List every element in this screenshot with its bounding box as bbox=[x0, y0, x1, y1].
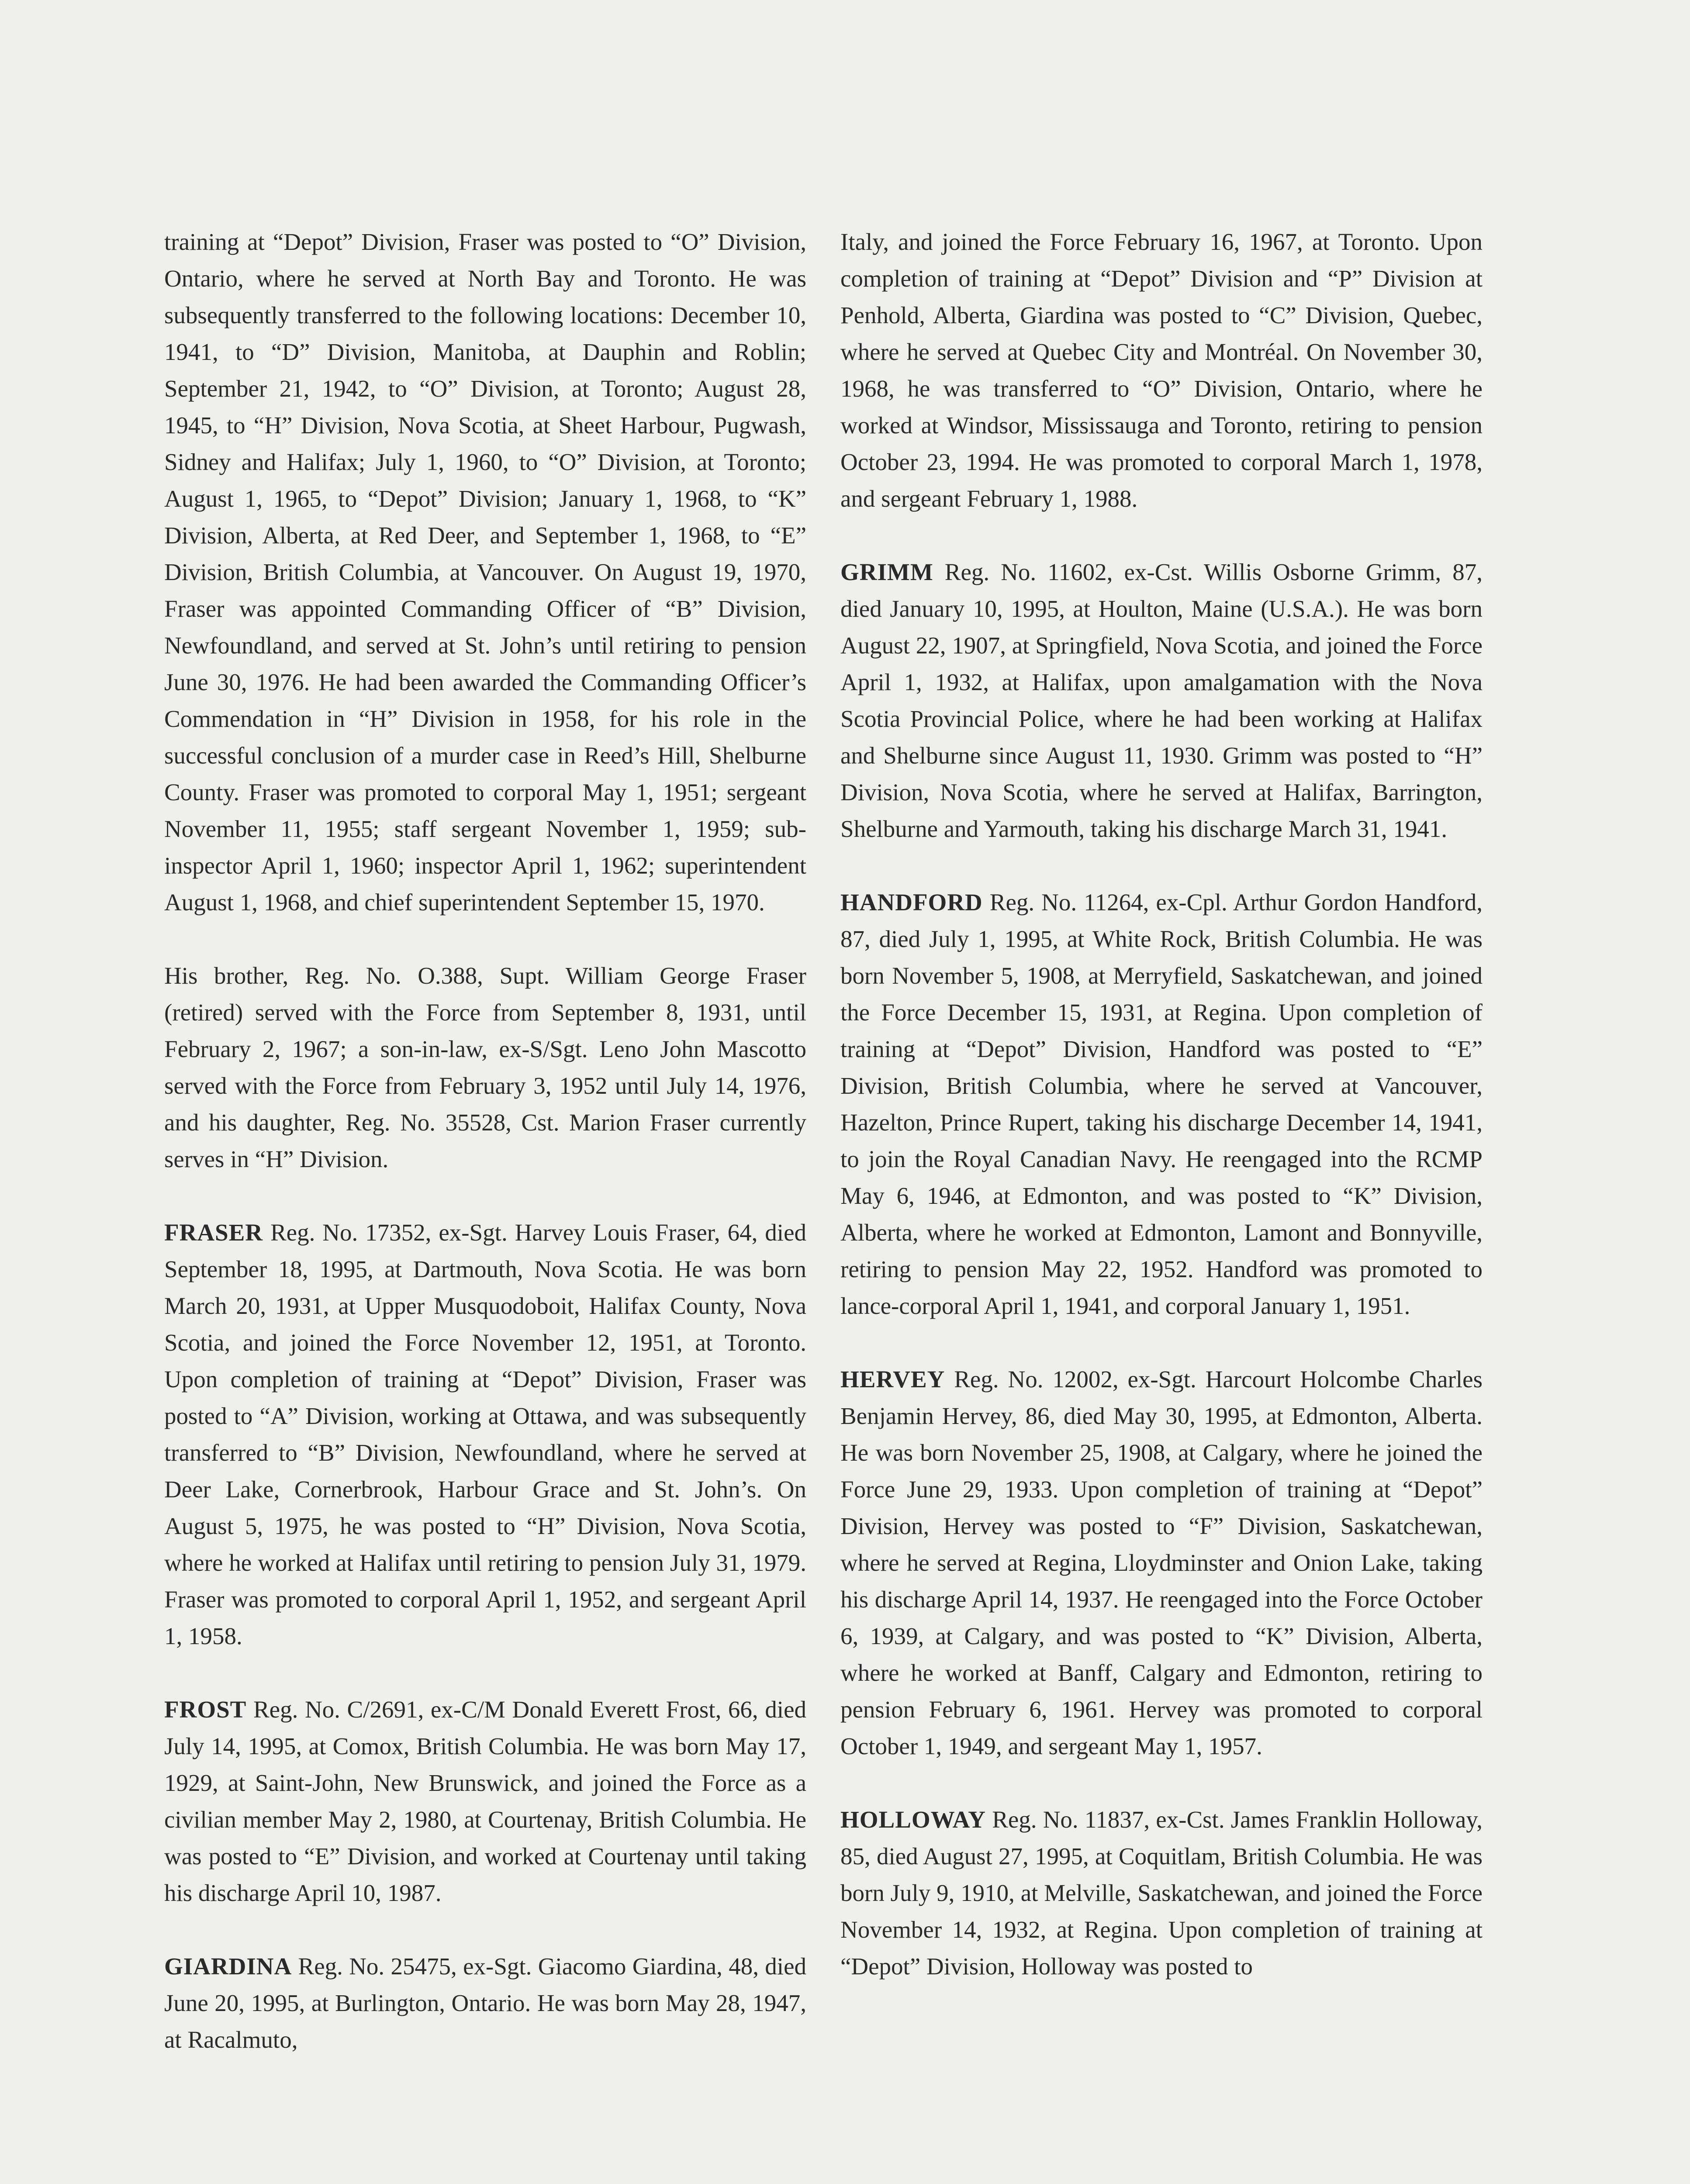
surname-hervey: HERVEY bbox=[840, 1366, 945, 1393]
obituary-text-holloway: Reg. No. 11837, ex-Cst. James Franklin Holloway, 85, died August 27, 1995, at Coquitlam, British Columbia. He was born July 9, 1910, at Melville, Saskatchewan, and joined the Force November 14, 1932, at Regina. Upon completion of training at “Depot” Division, Holloway was posted to bbox=[840, 1806, 1483, 1980]
paragraph-giardina-continued: Italy, and joined the Force February 16, 1967, at Toronto. Upon completion of training at “Depot” Division and “P” Division at Penhold, Alberta, Giardina was posted to “C” Division, Quebec, where he served at Quebec City and Montréal. On November 30, 1968, he was transferred to “O” Division, Ontario, where he worked at Windsor, Mississauga and Toronto, retiring to pension October 23, 1994. He was promoted to corporal March 1, 1978, and sergeant February 1, 1988. bbox=[840, 228, 1483, 512]
left-column bbox=[164, 224, 806, 2095]
obituary-text-grimm: Reg. No. 11602, ex-Cst. Willis Osborne Grimm, 87, died January 10, 1995, at Houlton, Maine (U.S.A.). He was born August 22, 1907, at Springfield, Nova Scotia, and joined the Force April 1, 1932, at Halifax, upon amalgamation with the Nova Scotia Provincial Police, where he had been working at Halifax and Shelburne since August 11, 1930. Grimm was posted to “H” Division, Nova Scotia, where he served at Halifax, Barrington, Shelburne and Yarmouth, taking his discharge March 31, 1941. bbox=[840, 559, 1483, 842]
paragraph-fraser-career: training at “Depot” Division, Fraser was posted to “O” Division, Ontario, where he served at North Bay and Toronto. He was subsequently transferred to the following locations: December 10, 1941, to “D” Division, Manitoba, at Dauphin and Roblin; September 21, 1942, to “O” Division, at Toronto; August 28, 1945, to “H” Division, Nova Scotia, at Sheet Harbour, Pugwash, Sidney and Halifax; July 1, 1960, to “O” Division, at Toronto; August 1, 1965, to “Depot” Division; January 1, 1968, to “K” Division, Alberta, at Red Deer, and September 1, 1968, to “E” Division, British Columbia, at Vancouver. On August 19, 1970, Fraser was appointed Commanding Officer of “B” Division, Newfoundland, and served at St. John’s until retiring to pension June 30, 1976. He had been awarded the Commanding Officer’s Commendation in “H” Division in 1958, for his role in the successful conclusion of a murder case in Reed’s Hill, Shelburne County. Fraser was promoted to corporal May 1, 1951; sergeant November 11, 1955; staff sergeant November 1, 1959; sub-inspector April 1, 1960; inspector April 1, 1962; superintendent August 1, 1968, and chief superintendent September 15, 1970. bbox=[164, 228, 806, 916]
obituary-holloway bbox=[840, 1801, 1483, 1985]
obituary-hervey bbox=[840, 1361, 1483, 1765]
obituary-grimm bbox=[840, 554, 1483, 847]
surname-handford: HANDFORD bbox=[840, 889, 983, 916]
obituary-fraser bbox=[164, 1214, 806, 1655]
obituary-frost bbox=[164, 1691, 806, 1911]
obituary-text-giardina: Reg. No. 25475, ex-Sgt. Giacomo Giardina, 48, died June 20, 1995, at Burlington, Ontario. He was born May 28, 1947, at Racalmuto, bbox=[164, 1953, 806, 2053]
obituary-text-fraser: Reg. No. 17352, ex-Sgt. Harvey Louis Fraser, 64, died September 18, 1995, at Dartmouth, Nova Scotia. He was born March 20, 1931, at Upper Musquodoboit, Halifax County, Nova Scotia, and joined the Force November 12, 1951, at Toronto. Upon completion of training at “Depot” Division, Fraser was posted to “A” Division, working at Ottawa, and was subsequently transferred to “B” Division, Newfoundland, where he served at Deer Lake, Cornerbrook, Harbour Grace and St. John’s. On August 5, 1975, he was posted to “H” Division, Nova Scotia, where he worked at Halifax until retiring to pension July 31, 1979. Fraser was promoted to corporal April 1, 1952, and sergeant April 1, 1958. bbox=[164, 1219, 806, 1649]
surname-giardina: GIARDINA bbox=[164, 1953, 292, 1980]
obituary-text-frost: Reg. No. C/2691, ex-C/M Donald Everett Frost, 66, died July 14, 1995, at Comox, British Columbia. He was born May 17, 1929, at Saint-John, New Brunswick, and joined the Force as a civilian member May 2, 1980, at Courtenay, British Columbia. He was posted to “E” Division, and worked at Courtenay until taking his discharge April 10, 1987. bbox=[164, 1696, 806, 1906]
surname-frost: FROST bbox=[164, 1696, 247, 1723]
surname-holloway: HOLLOWAY bbox=[840, 1806, 986, 1833]
obituary-text-hervey: Reg. No. 12002, ex-Sgt. Harcourt Holcombe Charles Benjamin Hervey, 86, died May 30, 1995, at Edmonton, Alberta. He was born November 25, 1908, at Calgary, where he joined the Force June 29, 1933. Upon completion of training at “Depot” Division, Hervey was posted to “F” Division, Saskatchewan, where he served at Regina, Lloydminster and Onion Lake, taking his discharge April 14, 1937. He reengaged into the Force October 6, 1939, at Calgary, and was posted to “K” Division, Alberta, where he worked at Banff, Calgary and Edmonton, retiring to pension February 6, 1961. Hervey was promoted to corporal October 1, 1949, and sergeant May 1, 1957. bbox=[840, 1366, 1483, 1759]
obituary-handford bbox=[840, 884, 1483, 1324]
obituary-text-handford: Reg. No. 11264, ex-Cpl. Arthur Gordon Handford, 87, died July 1, 1995, at White Rock, British Columbia. He was born November 5, 1908, at Merryfield, Saskatchewan, and joined the Force December 15, 1931, at Regina. Upon completion of training at “Depot” Division, Handford was posted to “E” Division, British Columbia, where he served at Vancouver, Hazelton, Prince Rupert, taking his discharge December 14, 1941, to join the Royal Canadian Navy. He reengaged into the RCMP May 6, 1946, at Edmonton, and was posted to “K” Division, Alberta, where he worked at Edmonton, Lamont and Bonnyville, retiring to pension May 22, 1952. Handford was promoted to lance-corporal April 1, 1941, and corporal January 1, 1951. bbox=[840, 889, 1483, 1319]
surname-fraser: FRASER bbox=[164, 1219, 263, 1246]
paragraph-fraser-family: His brother, Reg. No. O.388, Supt. William George Fraser (retired) served with the Force from September 8, 1931, until February 2, 1967; a son-in-law, ex-S/Sgt. Leno John Mascotto served with the Force from February 3, 1952 until July 14, 1976, and his daughter, Reg. No. 35528, Cst. Marion Fraser currently serves in “H” Division. bbox=[164, 962, 806, 1172]
obituary-giardina bbox=[164, 1948, 806, 2058]
right-column bbox=[840, 224, 1483, 2022]
surname-grimm: GRIMM bbox=[840, 559, 933, 585]
